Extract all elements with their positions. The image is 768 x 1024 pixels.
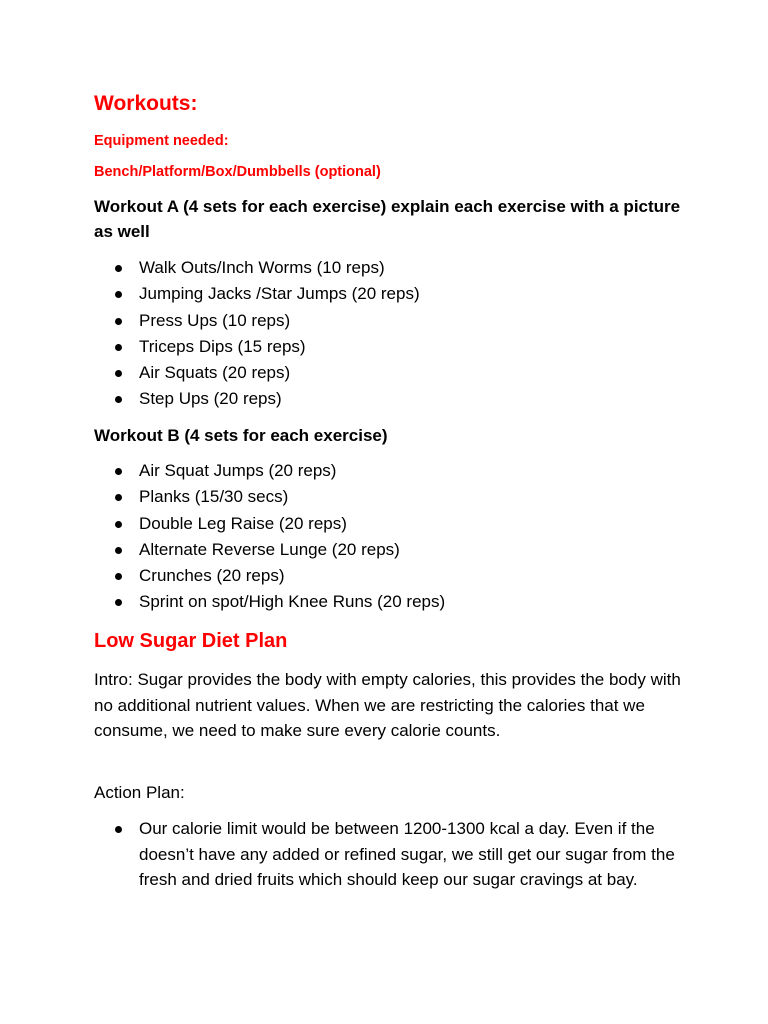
bullet-icon (115, 547, 122, 554)
workout-a-heading: Workout A (4 sets for each exercise) explain each exercise with a picture as well (94, 197, 681, 241)
list-item: Our calorie limit would be between 1200-1300 kcal a day. Even if the doesn’t have any added or refined sugar, we still get our sugar from the fresh and dried fruits which should keep our sugar cravings at bay. (112, 816, 682, 893)
bullet-icon (115, 826, 122, 833)
list-item: Jumping Jacks /Star Jumps (20 reps) (112, 281, 682, 307)
bullet-icon (115, 599, 122, 606)
list-item: Alternate Reverse Lunge (20 reps) (112, 537, 682, 563)
equipment-heading: Equipment needed: (94, 133, 229, 149)
list-item: Triceps Dips (15 reps) (112, 334, 682, 360)
diet-plan-title: Low Sugar Diet Plan (94, 630, 288, 652)
list-item: Double Leg Raise (20 reps) (112, 511, 682, 537)
bullet-icon (115, 318, 122, 325)
list-item: Planks (15/30 secs) (112, 484, 682, 510)
bullet-icon (115, 291, 122, 298)
workout-b-heading: Workout B (4 sets for each exercise) (94, 426, 388, 445)
workout-b-list (112, 458, 682, 616)
list-item: Sprint on spot/High Knee Runs (20 reps) (112, 589, 682, 615)
list-item: Crunches (20 reps) (112, 563, 682, 589)
list-item: Press Ups (10 reps) (112, 308, 682, 334)
bullet-icon (115, 494, 122, 501)
bullet-icon (115, 521, 122, 528)
action-plan-list (112, 816, 682, 893)
bullet-icon (115, 468, 122, 475)
bullet-icon (115, 370, 122, 377)
list-item: Air Squats (20 reps) (112, 360, 682, 386)
list-item: Step Ups (20 reps) (112, 386, 682, 412)
bullet-icon (115, 396, 122, 403)
diet-intro-paragraph: Intro: Sugar provides the body with empty calories, this provides the body with no additional nutrient values. When we are restricting the calories that we consume, we need to make sure every calorie counts. (94, 670, 681, 740)
workout-a-list (112, 255, 682, 413)
bullet-icon (115, 573, 122, 580)
workouts-title: Workouts: (94, 92, 198, 115)
list-item: Air Squat Jumps (20 reps) (112, 458, 682, 484)
bullet-icon (115, 265, 122, 272)
bullet-icon (115, 344, 122, 351)
list-item: Walk Outs/Inch Worms (10 reps) (112, 255, 682, 281)
equipment-list: Bench/Platform/Box/Dumbbells (optional) (94, 164, 381, 180)
action-plan-label: Action Plan: (94, 783, 185, 802)
